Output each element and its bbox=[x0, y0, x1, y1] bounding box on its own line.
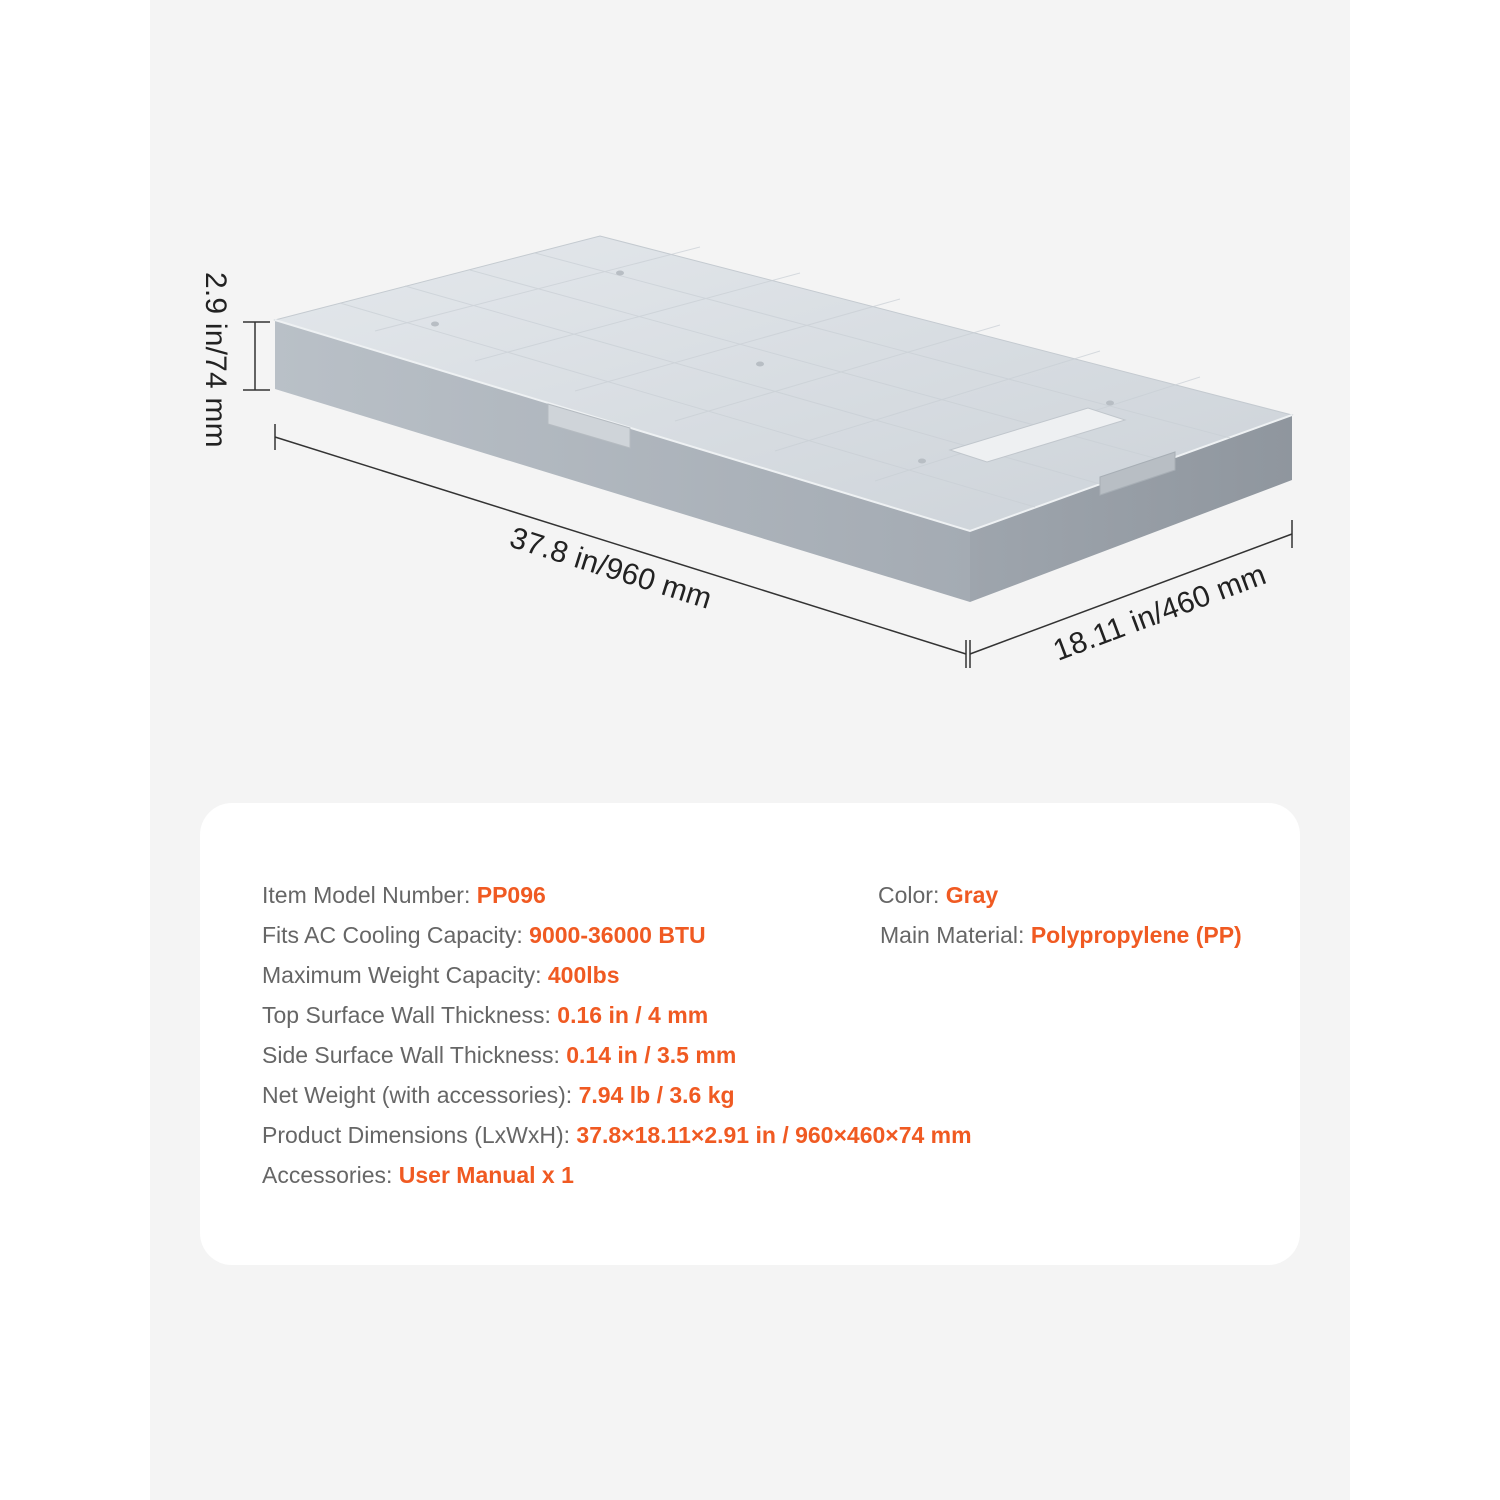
width-dimension-label: 18.11 in/460 mm bbox=[1048, 558, 1271, 668]
spec-weight-capacity: Maximum Weight Capacity: 400lbs bbox=[262, 962, 620, 988]
spec-top-wall-thickness: Top Surface Wall Thickness: 0.16 in / 4 mm bbox=[262, 1002, 709, 1028]
height-dimension-label: 2.9 in/74 mm bbox=[199, 272, 232, 448]
spec-main-material: Main Material: Polypropylene (PP) bbox=[880, 922, 1242, 948]
spec-product-dimensions: Product Dimensions (LxWxH): 37.8×18.11×2.91 in / 960×460×74 mm bbox=[262, 1122, 972, 1148]
height-dimension-line bbox=[243, 322, 270, 390]
spec-net-weight: Net Weight (with accessories): 7.94 lb / 3.6 kg bbox=[262, 1082, 735, 1108]
spec-card bbox=[200, 803, 1300, 1265]
spec-cooling-capacity: Fits AC Cooling Capacity: 9000-36000 BTU bbox=[262, 922, 706, 948]
spec-model-number: Item Model Number: PP096 bbox=[262, 882, 546, 908]
spec-color: Color: Gray bbox=[878, 882, 999, 908]
spec-side-wall-thickness: Side Surface Wall Thickness: 0.14 in / 3.5 mm bbox=[262, 1042, 737, 1068]
length-dimension-label: 37.8 in/960 mm bbox=[505, 521, 716, 616]
spec-accessories: Accessories: User Manual x 1 bbox=[262, 1162, 574, 1188]
